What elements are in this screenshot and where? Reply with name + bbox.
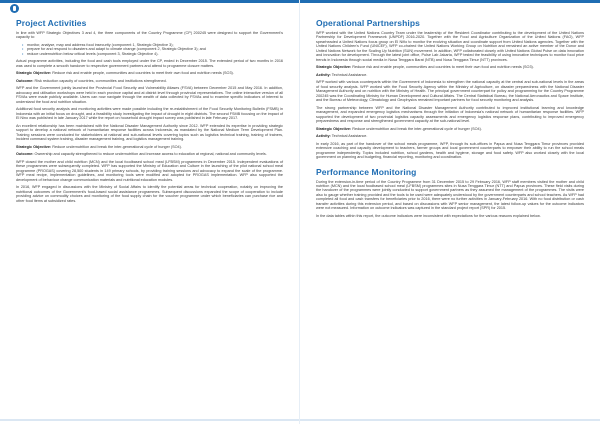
component-list (22, 43, 283, 56)
page-header (10, 4, 289, 13)
paragraph: WFP closed the mother and child nutrition (MCN) and the local foodbased school meal (LFBSM) programmes in December 2015. Independent evaluations of these programmes were subsequently completed. WFP has supported the Ministry of Education and Culture in the launching of the pilot national school meal programme (PROGAS) covering 28,500 students in 149 primary schools, by providing training sessions and advocacy to expand the scale of the programme. WFP meal recipe, implementation guidelines, and monitoring tools were modified and adopted for PROGAS implementation. WFP also supported the development of behaviour change communication materials and nutritional education modules. (16, 159, 283, 182)
paragraph: In the data tables within this report, the outcome indicators were inconsistent with expectations for the various reasons explained below. (316, 213, 541, 218)
value: Reduce risk and enable people, communities and countries to meet their own food and nutrition needs (SO3). (351, 65, 534, 70)
page-footer (0, 414, 300, 421)
strategic-objective-line (316, 65, 584, 69)
paragraph: In early 2016, as part of the handover of the school meals programme, WFP, through its sub-offices in Papua and Nusa Tenggara Timur provinces provided extensive coaching and capacity development to teachers, farmer groups and local government counterparts to empower their ability to run the school meals programme independently. Topics included nutrition, school gardens, health and hygiene, storage and food safety. WFP also worked closely with the local government on planning and budgeting, financial reporting, monitoring and coordination. (316, 141, 584, 160)
paragraph: The strong partnership between WFP and the National Disaster Management Authority contributed to improved institutional learning and knowledge management, and expanded emergency logistics mechanisms through the initiation of Indonesia's national network of humanitarian response facilities. WFP supported the development of two provincial logistics capacity assessments and emergency logistics response plans, contributing to improved emergency preparedness and response and strengthened government capacity at the sub-national level. (316, 105, 584, 124)
label: Outcome: (16, 78, 34, 83)
section-title: Performance Monitoring (316, 166, 417, 177)
outcome-line (16, 79, 283, 83)
page-header (310, 4, 590, 13)
paragraph: WFP and the Government jointly launched the Provincial Food Security and Vulnerability Atlases (FSVA) between December 2015 and May 2016. In addition, advocacy and utilisation workshops were held in each province capital and at district level through provincial representatives. The online interactive version of all FSVAs were made publicly available. Users can now navigate through the wealth of data collected by FSVAs and to examine specific indicators of interest to understand the food and nutrition situation. (16, 86, 283, 104)
list-item: • monitor, analyse, map and address food insecurity (component 1, Strategic Objective 3); (22, 43, 283, 47)
label: Outcome: (16, 152, 34, 157)
right-page (300, 0, 600, 424)
footer-bar (300, 419, 600, 421)
page-footer (300, 414, 600, 421)
paragraph: In 2016, WFP engaged in discussions with the Ministry of Social Affairs to identify the potential areas for technical cooperation, notably on improving the nutritional outcomes of the Government's food-based social assistance programmes. Subsequent discussions expanded the scope of cooperation to include providing advice on commodity choices and monitoring of the food supply chain for the voucher programme under which beneficiaries can purchase rice and other food items at subsidized rates. (16, 185, 283, 203)
top-accent-strip (0, 0, 300, 3)
label: Activity: (316, 134, 331, 139)
activity-line (316, 134, 584, 138)
paragraph: Actual programme activities, including the food and cash tools employed under the CP, ended in December 2015. The extended period of two months in 2016 was used to complete a smooth handover to respective government partners and attend to programme closure matters. (16, 59, 283, 68)
section-title: Project Activities (16, 18, 87, 28)
label: Strategic Objective: (16, 144, 52, 149)
list-item: • reduce undernutrition below critical levels (component 3, Strategic Objective 4). (22, 52, 283, 56)
value: Ownership and capacity strengthened to reduce undernutrition and increase access to education at regional, national and community levels. (33, 152, 267, 157)
activity-line (316, 73, 584, 77)
paragraph: In line with WFP Strategic Objectives 3 and 4, the three components of the Country Programme (CP) 200245 were designed to support the Government's capacity to: (16, 31, 283, 40)
value: Reduce risk and enable people, communities and countries to meet their own food and nutrition needs (SO3). (51, 71, 234, 76)
top-accent-strip (300, 0, 600, 3)
value: Reduce undernutrition and break the inter-generational cycle of hunger (SO4). (51, 144, 182, 149)
strategic-objective-line (16, 71, 283, 75)
paragraph: WFP worked with various counterparts within the Government of Indonesia to strengthen the national capacity at the central and sub-national levels in the areas of food security analysis. WFP worked with the Food Security Agency within the Ministry of Agriculture, on disaster preparedness with the National Disaster Management Authority and on nutrition with the Ministry of Health. The principal government counterpart for policy and programming for the Country Programme 200245 was the Coordinating Ministry for Human Development and Cultural Affairs. The Central Statistical Bureau, the National Aeronautics and Space Institute, and the Bureau of Meteorology, Climatology and Geophysics remained important partners for food security monitoring and analysis. (316, 80, 584, 103)
section-title: Operational Partnerships (316, 18, 420, 28)
list-item: • prepare for and respond to disasters and adapt to climate change (component 2, Strategic Objective 3); and (22, 47, 283, 51)
label: Strategic Objective: (16, 71, 52, 76)
value: Technical Assistance. (330, 134, 368, 139)
paragraph: WFP worked with the United Nations Country Team under the leadership of the Resident Coordinator contributing to the development of the United Nations Partnership for Development Framework (UNPDF) 2016-2020. Together with the Food and Agriculture Organization of the United Nations (FAO), WFP spearheaded a United Nations focus group on El Niño to monitor the evolving situation and coordinate support from United Nations agencies. Together with the United Nations Children's Fund (UNICEF), WFP co-chaired the United Nations Working Group on Nutrition and remained an active member of the Donor and United Nations Network for the Scaling Up Nutrition (SUN) movement. In addition, WFP collaborated closely with United Nations Global Pulse on data innovation and innovation for development. Through the latest joint office, Pulse Lab Jakarta, WFP tested the feasibility of using innovative techniques to monitor food price trends in Indonesia through social media in Nusa Tenggara Barat (NTB) and Nusa Tenggara Timur (NTT) provinces. (316, 31, 584, 62)
outcome-line (16, 152, 283, 156)
paragraph: An excellent relationship has been maintained with the National Disaster Management Authority since 2012. WFP extended its expertise in providing strategic support to develop a national network of humanitarian response facilities across Indonesia, as mandated by the National Medium Term Development Plan. Training sessions were conducted for stakeholders at national and sub-national levels covering topics such as logistics technical training, training of trainers, incident command system training, disaster management training, and logistics management training. (16, 123, 283, 142)
paragraph: During the extension-in-time period of the Country Programme from 31 December 2015 to 29 February 2016, WFP staff members visited the mother and child nutrition (MCN) and the local foodbased school meal (LFBSM) programmes sites in Nusa Tenggara Timur (NTT) and Papua provinces. These field visits during the handover of the programmes were jointly conducted to support government partners as they assumed the management of the programmes. The visits were also to gauge whether training provided and the tools to be used were adequately understood by the government counterparts and school teachers. As WFP had completed all food and cash transfers for beneficiaries prior to 2016, there were no further activities in January-February 2016. With no food distribution or cash transfer activities during this extension period, and based on discussions with WFP senior management, the latest follow-up values for the outcome indicators were not measured. Information on outcome indicators was captured in the standard project report (SPR) for 2015. (316, 179, 584, 211)
label: Strategic Objective: (316, 126, 352, 131)
value: Risk reduction capacity of countries, communities and institutions strengthened. (33, 78, 167, 83)
label: Activity: (316, 72, 331, 77)
strategic-objective-line (316, 127, 584, 131)
value: Reduce undernutrition and break the inter-generational cycle of hunger (SO4). (351, 126, 482, 131)
value: Technical Assistance. (330, 72, 368, 77)
paragraph: Additional food security analysis and monitoring activities were made possible including the re-establishment of the Food Security Monitoring Bulletin (FSMB) in Indonesia with an initial focus on drought, and a feasibility study investigating the impact of drought in eight districts. The second FSMB focusing on the impact of El Nino was published in late January 2017 while the report on household drought impact survey was published in late February 2017. (16, 107, 283, 121)
footer-bar (0, 419, 300, 421)
strategic-objective-line (16, 145, 283, 149)
label: Strategic Objective: (316, 65, 352, 70)
wfp-emblem-icon (10, 4, 19, 13)
